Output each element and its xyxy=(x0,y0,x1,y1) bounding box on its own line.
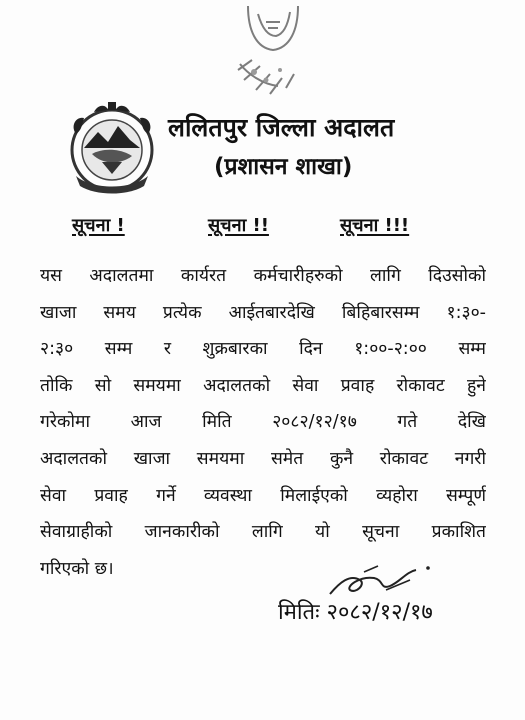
issue-date: मितिः २०८२/१२/१७ xyxy=(278,600,433,625)
body-line: खाजा समय प्रत्येक आईतबारदेखि बिहिबारसम्म १:३०- xyxy=(40,302,486,323)
notice-heading: सूचना !!! xyxy=(340,215,410,236)
body-line: गरेकोमा आज मिति २०८२/१२/१७ गते देखि xyxy=(40,412,486,433)
body-line: २:३० सम्म र शुक्रबारका दिन १:००-२:०० सम्म xyxy=(40,339,486,360)
notice-body xyxy=(40,258,486,587)
body-line: सेवा प्रवाह गर्ने व्यवस्था मिलाईएको व्यहोरा सम्पूर्ण xyxy=(40,485,486,506)
body-line: यस अदालतमा कार्यरत कर्मचारीहरुको लागि दिउसोको xyxy=(40,266,486,286)
body-line: तोकि सो समयमा अदालतको सेवा प्रवाह रोकावट हुने xyxy=(40,375,486,396)
court-name: ललितपुर जिल्ला अदालत xyxy=(168,113,395,142)
office-stamp-icon xyxy=(218,0,328,100)
notice-heading: सूचना !! xyxy=(208,215,269,236)
section-name: (प्रशासन शाखा) xyxy=(214,154,353,180)
body-line: सेवाग्राहीको जानकारीको लागि यो सूचना प्रकाशित xyxy=(40,522,486,543)
body-line: गरिएको छ। xyxy=(40,558,114,579)
nepal-emblem-icon xyxy=(62,98,162,198)
body-line: अदालतको खाजा समयमा समेत कुनै रोकावट नगरी xyxy=(40,448,486,469)
notice-heading: सूचना ! xyxy=(72,215,125,236)
